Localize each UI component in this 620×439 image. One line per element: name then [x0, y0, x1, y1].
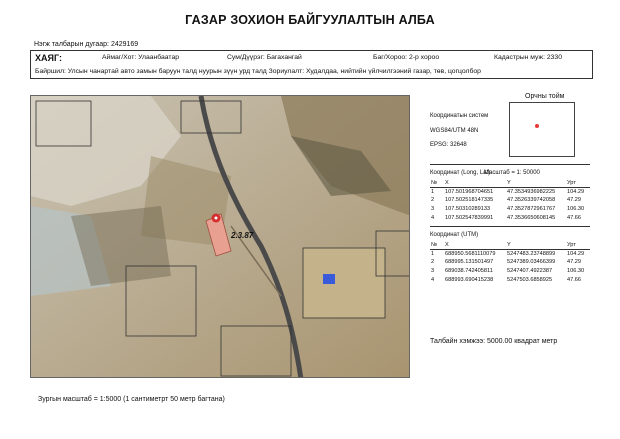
location-dot-icon: [535, 124, 539, 128]
table-row: [430, 188, 590, 197]
orientation-title: Орчны тойм: [525, 93, 565, 100]
table-header: [430, 241, 590, 250]
table-cell: 1: [431, 251, 435, 258]
table-cell: 47.66: [567, 276, 581, 283]
map-scale: Масштаб = 1: 50000: [484, 170, 540, 176]
table-cell: 107.501968704651: [445, 189, 494, 196]
table-cell: 47.3536650608145: [507, 214, 556, 221]
table-row: [430, 205, 590, 214]
address-box: [30, 50, 593, 79]
table-cell: 689038.742405811: [445, 268, 493, 275]
parcel-number: Нэгж талбарын дугаар: 2429169: [34, 41, 139, 48]
table-cell: 104.29: [567, 189, 585, 196]
table-cell: 106.30: [567, 206, 585, 213]
parcel-label: 2.3.87: [231, 231, 254, 240]
table-cell: 47.3534936982225: [507, 189, 556, 196]
bag-field: Баг/Хороо: 2-р хороо: [373, 54, 440, 61]
coord-system-label: Координатын систем: [430, 113, 489, 119]
coord-system-name: WGS84/UTM 48N: [430, 128, 479, 134]
table-row: [430, 258, 590, 267]
table-cell: 106.30: [567, 268, 585, 275]
table-header-cell: X: [445, 180, 449, 187]
geo-table-title: Координат (Long, Lat): [430, 170, 491, 176]
table-cell: 1: [431, 189, 435, 196]
aimag-field: Аймаг/Хот: Улаанбаатар: [102, 54, 180, 61]
building-blue: [323, 274, 335, 284]
table-cell: 47.29: [567, 259, 581, 266]
utm-table-title: Координат (UTM): [430, 232, 479, 238]
table-cell: 47.3527872961767: [507, 206, 556, 213]
table-cell: 47.3526339742058: [507, 197, 556, 204]
sum-field: Сум/Дүүрэг: Багахангай: [227, 54, 302, 61]
table-cell: 3: [431, 268, 435, 275]
utm-coordinate-table: [430, 241, 590, 284]
table-cell: 4: [431, 276, 435, 283]
location-field: Байршил: Улсын чанартай авто замын баруун талд нуурын зүүн урд талд Зориулалт: Худалдаа, нийтийн үйлчилгээний газар, төв, цогцолбор: [35, 68, 481, 75]
table-cell: 107.502547839991: [445, 214, 494, 221]
map-image: [31, 96, 410, 378]
table-cell: 5247503.6858925: [507, 276, 553, 283]
table-header-cell: Y: [507, 180, 511, 187]
orientation-map: [509, 102, 575, 157]
scale-note: Зургын масштаб = 1:5000 (1 сантиметрт 50 метр багтана): [38, 396, 225, 403]
table-cell: 5247389.03466399: [507, 259, 556, 266]
table-cell: 3: [431, 206, 435, 213]
table-cell: 107.502518147335: [445, 197, 494, 204]
table-row: [430, 213, 590, 222]
table-cell: 107.50310289133: [445, 206, 491, 213]
table-row: [430, 250, 590, 259]
table-cell: 2: [431, 259, 435, 266]
page-title: ГАЗАР ЗОХИОН БАЙГУУЛАЛТЫН АЛБА: [185, 13, 435, 27]
table-cell: 47.29: [567, 197, 581, 204]
address-label: ХАЯГ:: [35, 53, 62, 63]
table-header-cell: №: [431, 180, 438, 187]
geo-coordinate-table: [430, 179, 590, 222]
table-header-cell: Урт: [567, 180, 576, 187]
cadastre-field: Кадастрын муж: 2330: [494, 54, 562, 61]
area-text: Талбайн хэмжээ: 5000.00 квадрат метр: [430, 338, 558, 345]
table-cell: 4: [431, 214, 435, 221]
table-cell: 47.66: [567, 214, 581, 221]
epsg-code: EPSG: 32648: [430, 142, 467, 148]
table-row: [430, 275, 590, 284]
table-header-cell: X: [445, 242, 449, 249]
table-row: [430, 267, 590, 276]
table-cell: 2: [431, 197, 435, 204]
divider: [430, 226, 590, 227]
table-row: [430, 196, 590, 205]
table-cell: 688950.5681110079: [445, 251, 496, 258]
table-header-cell: №: [431, 242, 438, 249]
table-cell: 5247483.23748899: [507, 251, 556, 258]
table-cell: 688995.131501497: [445, 259, 494, 266]
table-cell: 104.29: [567, 251, 585, 258]
table-cell: 5247407.4922387: [507, 268, 553, 275]
table-header: [430, 179, 590, 188]
table-cell: 688993.690415238: [445, 276, 494, 283]
table-header-cell: Урт: [567, 242, 576, 249]
divider: [430, 164, 590, 165]
satellite-map[interactable]: [30, 95, 410, 378]
table-header-cell: Y: [507, 242, 511, 249]
